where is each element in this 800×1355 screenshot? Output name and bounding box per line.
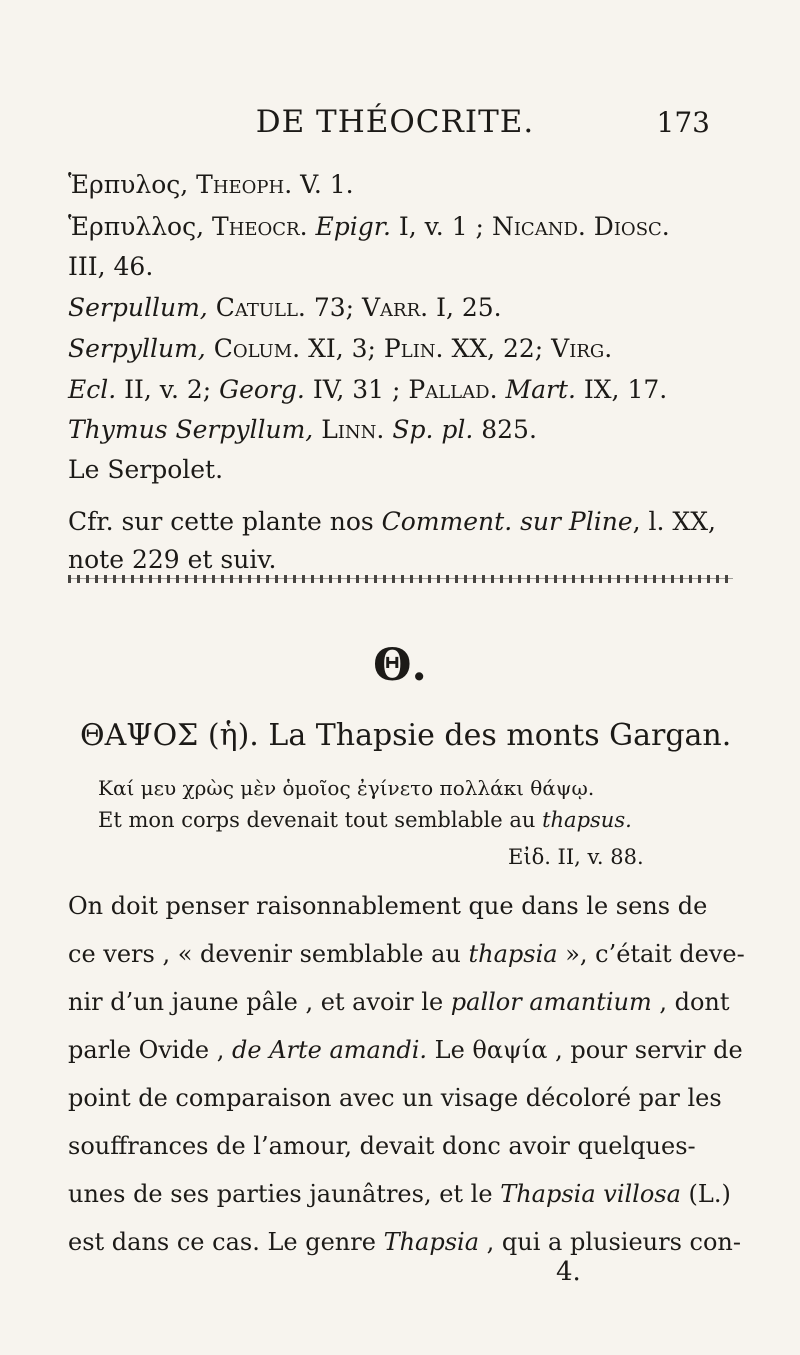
- paragraph-text: est dans ce cas. Le genre: [68, 1228, 384, 1256]
- reference: 73;: [313, 293, 355, 322]
- french-verse-text: Et mon corps devenait tout semblable au: [98, 808, 536, 832]
- reference: IV, 31 ;: [312, 375, 401, 404]
- paragraph-text: , qui a plusieurs con-: [479, 1228, 741, 1256]
- section-letter: Θ.: [373, 640, 427, 691]
- source-author: Diosc.: [593, 212, 670, 241]
- work-title: Georg.: [219, 375, 305, 404]
- italic-term: Thapsia: [383, 1228, 479, 1256]
- latin-name: Serpullum,: [68, 293, 208, 322]
- source-author: Theoph.: [196, 170, 293, 199]
- entry-line-3: [68, 252, 153, 282]
- italic-term: thapsia: [468, 940, 558, 968]
- paragraph-line: [68, 1036, 743, 1064]
- signature-mark: 4.: [556, 1257, 581, 1287]
- paragraph-text: unes de ses parties jaunâtres, et le: [68, 1180, 501, 1208]
- greek-word: Ἑρπυλος,: [68, 170, 189, 199]
- paragraph-text: point de comparaison avec un visage décoloré par les: [68, 1084, 722, 1112]
- reference: IX, 17.: [583, 375, 668, 404]
- reference: XI, 3;: [308, 334, 376, 363]
- greek-heading: ΘΑΨΟΣ: [80, 718, 199, 753]
- note-text: Cfr. sur cette plante nos: [68, 507, 374, 536]
- paragraph-text: souffrances de l’amour, devait donc avoir quelques-: [68, 1132, 696, 1160]
- verse-citation: Εἰδ. II, v. 88.: [508, 845, 644, 869]
- entry-line-8: [68, 455, 223, 485]
- entry-line-6: [68, 375, 667, 405]
- paragraph-text: , dont: [651, 988, 730, 1016]
- reference: 825.: [481, 415, 537, 444]
- greek-verse: Καί μευ χρὼς μὲν ὁμοῖος ἐγίνετο πολλάκι θάψῳ.: [98, 776, 595, 800]
- note-text: note 229 et suiv.: [68, 545, 277, 574]
- note-text: , l. XX,: [632, 507, 716, 536]
- paragraph-line: [68, 1132, 733, 1160]
- paragraph-text: On doit penser raisonnablement que dans le sens de: [68, 892, 708, 920]
- french-name: Le Serpolet.: [68, 455, 224, 484]
- note-line-2: [68, 545, 276, 575]
- work-title: Epigr.: [315, 212, 391, 241]
- paragraph-line: [68, 1228, 741, 1256]
- paragraph-text: ce vers , « devenir semblable au: [68, 940, 469, 968]
- greek-word: Ἑρπυλλος,: [68, 212, 205, 241]
- page-number: 173: [656, 106, 710, 139]
- italic-term: de Arte amandi.: [232, 1036, 427, 1064]
- reference: III, 46.: [68, 252, 154, 281]
- paragraph-text: (L.): [680, 1180, 731, 1208]
- reference: XX, 22;: [451, 334, 544, 363]
- paragraph-text: Le θαψία , pour servir de: [427, 1036, 743, 1064]
- source-author: Plin.: [383, 334, 444, 363]
- paragraph-line: [68, 892, 733, 920]
- paragraph-line: [68, 940, 745, 968]
- reference: V. 1.: [300, 170, 354, 199]
- entry-line-4: [68, 293, 502, 323]
- entry-line-2: [68, 212, 670, 242]
- french-verse: [98, 808, 632, 832]
- reference: I, v. 1 ;: [398, 212, 484, 241]
- work-title: Sp. pl.: [392, 415, 474, 444]
- italic-term: pallor amantium: [450, 988, 652, 1016]
- source-author: Nicand.: [491, 212, 586, 241]
- source-author: Catull.: [215, 293, 306, 322]
- source-author: Varr.: [362, 293, 429, 322]
- source-author: Linn.: [321, 415, 385, 444]
- paragraph-line: [68, 1180, 733, 1208]
- running-title: DE THÉOCRITE.: [255, 104, 535, 140]
- paragraph-line: [68, 1084, 733, 1112]
- reference: II, v. 2;: [124, 375, 212, 404]
- note-work-title: Comment. sur Pline: [381, 507, 633, 536]
- source-author: Virg.: [551, 334, 613, 363]
- paragraph-text: nir d’un jaune pâle , et avoir le: [68, 988, 451, 1016]
- paragraph-text: », c’était deve-: [557, 940, 745, 968]
- article: (ἡ).: [207, 718, 259, 753]
- work-title: Mart.: [505, 375, 576, 404]
- source-author: Colum.: [213, 334, 301, 363]
- latin-name: Thymus Serpyllum,: [68, 415, 314, 444]
- ornamental-rule: [68, 575, 733, 583]
- work-title: Ecl.: [68, 375, 117, 404]
- reference: I, 25.: [436, 293, 502, 322]
- entry-line-1: [68, 170, 354, 200]
- french-verse-word: thapsus.: [542, 808, 632, 832]
- paragraph-line: [68, 988, 733, 1016]
- entry-line-5: [68, 334, 612, 364]
- entry-line-7: [68, 415, 537, 445]
- french-heading: La Thapsie des monts Gargan.: [268, 718, 732, 753]
- page-header: [0, 104, 800, 144]
- source-author: Theocr.: [212, 212, 308, 241]
- section-title: [80, 718, 732, 753]
- italic-term: Thapsia villosa: [500, 1180, 681, 1208]
- note-line-1: [68, 507, 716, 537]
- source-author: Pallad.: [408, 375, 498, 404]
- latin-name: Serpyllum,: [68, 334, 206, 363]
- paragraph-text: parle Ovide ,: [68, 1036, 233, 1064]
